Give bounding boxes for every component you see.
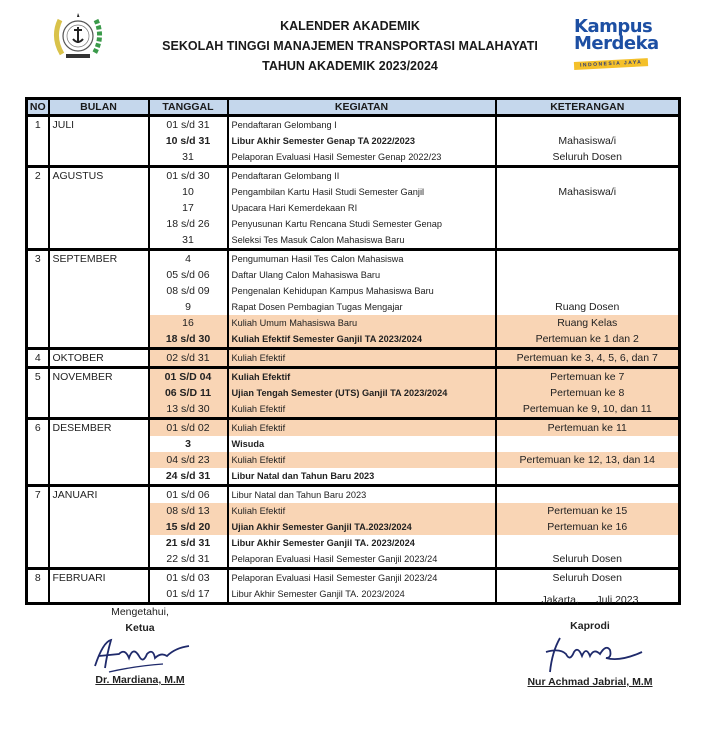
cell-keterangan bbox=[496, 283, 680, 299]
cell-kegiatan: Kuliah Efektif bbox=[228, 452, 496, 468]
cell-keterangan bbox=[496, 200, 680, 216]
cell-keterangan: Mahasiswa/i bbox=[496, 133, 680, 149]
table-row bbox=[27, 167, 680, 185]
cell-kegiatan: Libur Natal dan Tahun Baru 2023 bbox=[228, 486, 496, 504]
cell-keterangan bbox=[496, 468, 680, 486]
sig-name-ketua: Dr. Mardiana, M.M bbox=[95, 674, 185, 686]
cell-tanggal: 04 s/d 23 bbox=[149, 452, 228, 468]
cell-kegiatan: Seleksi Tes Masuk Calon Mahasiswa Baru bbox=[228, 232, 496, 250]
col-header-tanggal: TANGGAL bbox=[149, 99, 228, 116]
table-body bbox=[27, 116, 680, 604]
cell-kegiatan: Pengumuman Hasil Tes Calon Mahasiswa bbox=[228, 250, 496, 268]
cell-keterangan bbox=[496, 486, 680, 504]
cell-bulan: NOVEMBER bbox=[49, 368, 149, 419]
cell-keterangan bbox=[496, 267, 680, 283]
cell-tanggal: 05 s/d 06 bbox=[149, 267, 228, 283]
table-row bbox=[27, 250, 680, 268]
table-row bbox=[27, 419, 680, 437]
cell-kegiatan: Wisuda bbox=[228, 436, 496, 452]
document-header bbox=[0, 0, 714, 90]
cell-bulan: FEBRUARI bbox=[49, 569, 149, 604]
cell-keterangan: Seluruh Dosen bbox=[496, 551, 680, 569]
title-line-1: KALENDER AKADEMIK bbox=[280, 19, 420, 33]
cell-kegiatan: Pendaftaran Gelombang II bbox=[228, 167, 496, 185]
cell-no: 5 bbox=[27, 368, 49, 419]
cell-kegiatan: Rapat Dosen Pembagian Tugas Mengajar bbox=[228, 299, 496, 315]
sig-name-kaprodi: Nur Achmad Jabrial, M.M bbox=[527, 676, 653, 688]
cell-keterangan bbox=[496, 250, 680, 268]
cell-tanggal: 3 bbox=[149, 436, 228, 452]
cell-keterangan: Seluruh Dosen bbox=[496, 149, 680, 167]
cell-tanggal: 15 s/d 20 bbox=[149, 519, 228, 535]
cell-kegiatan: Pengenalan Kehidupan Kampus Mahasiswa Baru bbox=[228, 283, 496, 299]
cell-kegiatan: Kuliah Efektif bbox=[228, 349, 496, 368]
cell-no: 8 bbox=[27, 569, 49, 604]
cell-tanggal: 31 bbox=[149, 149, 228, 167]
sig-role-kaprodi: Kaprodi bbox=[570, 620, 610, 632]
cell-kegiatan: Libur Akhir Semester Ganjil TA. 2023/2024 bbox=[228, 535, 496, 551]
cell-tanggal: 08 s/d 09 bbox=[149, 283, 228, 299]
cell-bulan: OKTOBER bbox=[49, 349, 149, 368]
cell-kegiatan: Libur Akhir Semester Ganjil TA. 2023/2024 bbox=[228, 586, 496, 604]
signature-right bbox=[505, 594, 675, 688]
cell-kegiatan: Ujian Tengah Semester (UTS) Ganjil TA 2023/2024 bbox=[228, 385, 496, 401]
cell-kegiatan: Kuliah Efektif bbox=[228, 419, 496, 437]
cell-keterangan: Pertemuan ke 16 bbox=[496, 519, 680, 535]
cell-tanggal: 01 s/d 02 bbox=[149, 419, 228, 437]
sig-intro: Mengetahui, bbox=[111, 606, 169, 618]
logo-text-merdeka: Merdeka bbox=[574, 33, 659, 54]
cell-kegiatan: Libur Akhir Semester Genap TA 2022/2023 bbox=[228, 133, 496, 149]
cell-keterangan bbox=[496, 232, 680, 250]
cell-keterangan: Ruang Kelas bbox=[496, 315, 680, 331]
cell-bulan: SEPTEMBER bbox=[49, 250, 149, 349]
table-header-row bbox=[27, 99, 680, 116]
cell-no: 3 bbox=[27, 250, 49, 349]
cell-kegiatan: Pelaporan Evaluasi Hasil Semester Genap 2022/23 bbox=[228, 149, 496, 167]
cell-tanggal: 08 s/d 13 bbox=[149, 503, 228, 519]
title-line-3: TAHUN AKADEMIK 2023/2024 bbox=[262, 59, 438, 73]
cell-tanggal: 16 bbox=[149, 315, 228, 331]
cell-keterangan: Pertemuan ke 9, 10, dan 11 bbox=[496, 401, 680, 419]
signature-scribble-icon bbox=[85, 634, 195, 674]
cell-tanggal: 01 s/d 03 bbox=[149, 569, 228, 587]
cell-tanggal: 18 s/d 30 bbox=[149, 331, 228, 349]
cell-keterangan: Pertemuan ke 7 bbox=[496, 368, 680, 386]
cell-kegiatan: Kuliah Efektif Semester Ganjil TA 2023/2024 bbox=[228, 331, 496, 349]
cell-keterangan bbox=[496, 216, 680, 232]
cell-keterangan: Pertemuan ke 8 bbox=[496, 385, 680, 401]
cell-tanggal: 17 bbox=[149, 200, 228, 216]
cell-kegiatan: Pelaporan Evaluasi Hasil Semester Ganjil 2023/24 bbox=[228, 569, 496, 587]
signature-scribble-icon bbox=[530, 632, 650, 676]
cell-tanggal: 31 bbox=[149, 232, 228, 250]
cell-kegiatan: Kuliah Efektif bbox=[228, 401, 496, 419]
stmt-malahayati-emblem-icon bbox=[50, 12, 106, 62]
cell-tanggal: 21 s/d 31 bbox=[149, 535, 228, 551]
cell-bulan: AGUSTUS bbox=[49, 167, 149, 250]
cell-tanggal: 01 s/d 06 bbox=[149, 486, 228, 504]
table-row bbox=[27, 486, 680, 504]
cell-tanggal: 4 bbox=[149, 250, 228, 268]
cell-tanggal: 24 s/d 31 bbox=[149, 468, 228, 486]
document-title bbox=[130, 16, 570, 76]
cell-kegiatan: Kuliah Efektif bbox=[228, 368, 496, 386]
cell-kegiatan: Ujian Akhir Semester Ganjil TA.2023/2024 bbox=[228, 519, 496, 535]
cell-kegiatan: Libur Natal dan Tahun Baru 2023 bbox=[228, 468, 496, 486]
cell-kegiatan: Penyusunan Kartu Rencana Studi Semester Genap bbox=[228, 216, 496, 232]
cell-bulan: JANUARI bbox=[49, 486, 149, 569]
cell-tanggal: 10 s/d 31 bbox=[149, 133, 228, 149]
cell-tanggal: 18 s/d 26 bbox=[149, 216, 228, 232]
cell-tanggal: 01 s/d 30 bbox=[149, 167, 228, 185]
cell-tanggal: 02 s/d 31 bbox=[149, 349, 228, 368]
logo-text-kampus: Kampus bbox=[574, 16, 653, 37]
cell-kegiatan: Upacara Hari Kemerdekaan RI bbox=[228, 200, 496, 216]
logo-band: INDONESIA JAYA bbox=[574, 58, 649, 70]
table-row bbox=[27, 116, 680, 134]
cell-no: 6 bbox=[27, 419, 49, 486]
cell-keterangan: Pertemuan ke 11 bbox=[496, 419, 680, 437]
cell-keterangan bbox=[496, 167, 680, 185]
sig-role-ketua: Ketua bbox=[125, 622, 155, 634]
cell-bulan: JULI bbox=[49, 116, 149, 167]
col-header-kegiatan: KEGIATAN bbox=[228, 99, 496, 116]
cell-tanggal: 13 s/d 30 bbox=[149, 401, 228, 419]
table-row bbox=[27, 349, 680, 368]
cell-no: 2 bbox=[27, 167, 49, 250]
cell-tanggal: 10 bbox=[149, 184, 228, 200]
cell-keterangan: Mahasiswa/i bbox=[496, 184, 680, 200]
cell-tanggal: 06 S/D 11 bbox=[149, 385, 228, 401]
cell-tanggal: 9 bbox=[149, 299, 228, 315]
cell-kegiatan: Pelaporan Evaluasi Hasil Semester Ganjil 2023/24 bbox=[228, 551, 496, 569]
col-header-keterangan: KETERANGAN bbox=[496, 99, 680, 116]
cell-kegiatan: Pendaftaran Gelombang I bbox=[228, 116, 496, 134]
academic-calendar-table bbox=[25, 97, 681, 605]
cell-tanggal: 01 S/D 04 bbox=[149, 368, 228, 386]
col-header-bulan: BULAN bbox=[49, 99, 149, 116]
cell-no: 4 bbox=[27, 349, 49, 368]
col-header-no: NO bbox=[27, 99, 49, 116]
cell-keterangan: Pertemuan ke 3, 4, 5, 6, dan 7 bbox=[496, 349, 680, 368]
cell-no: 1 bbox=[27, 116, 49, 167]
cell-keterangan bbox=[496, 116, 680, 134]
title-line-2: SEKOLAH TINGGI MANAJEMEN TRANSPORTASI MALAHAYATI bbox=[162, 39, 538, 53]
cell-kegiatan: Pengambilan Kartu Hasil Studi Semester Ganjil bbox=[228, 184, 496, 200]
cell-no: 7 bbox=[27, 486, 49, 569]
cell-keterangan: Ruang Dosen bbox=[496, 299, 680, 315]
cell-keterangan: Pertemuan ke 12, 13, dan 14 bbox=[496, 452, 680, 468]
cell-tanggal: 01 s/d 31 bbox=[149, 116, 228, 134]
cell-keterangan bbox=[496, 436, 680, 452]
cell-keterangan: Pertemuan ke 1 dan 2 bbox=[496, 331, 680, 349]
cell-tanggal: 22 s/d 31 bbox=[149, 551, 228, 569]
cell-keterangan: Pertemuan ke 15 bbox=[496, 503, 680, 519]
cell-kegiatan: Kuliah Efektif bbox=[228, 503, 496, 519]
table-row bbox=[27, 569, 680, 587]
cell-bulan: DESEMBER bbox=[49, 419, 149, 486]
cell-kegiatan: Daftar Ulang Calon Mahasiswa Baru bbox=[228, 267, 496, 283]
cell-keterangan: Seluruh Dosen bbox=[496, 569, 680, 587]
signature-left bbox=[70, 606, 210, 686]
cell-kegiatan: Kuliah Umum Mahasiswa Baru bbox=[228, 315, 496, 331]
sig-place-date: Jakarta, Juli 2023 bbox=[541, 594, 639, 606]
cell-tanggal: 01 s/d 17 bbox=[149, 586, 228, 604]
table-row bbox=[27, 368, 680, 386]
cell-keterangan bbox=[496, 535, 680, 551]
kampus-merdeka-logo bbox=[574, 18, 674, 68]
